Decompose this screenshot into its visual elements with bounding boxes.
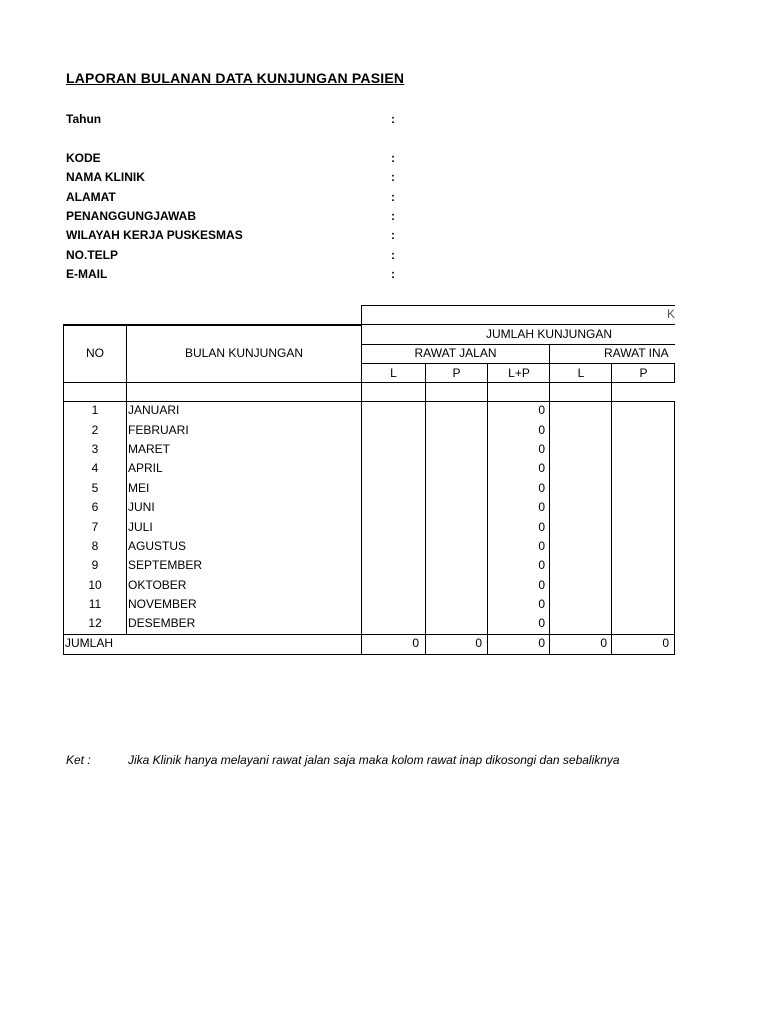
field-label-tahun: Tahun [66,112,102,126]
row-bulan: NOVEMBER [128,597,197,611]
row-no: 3 [91,442,99,456]
field-colon: : [391,209,395,223]
grid-line [63,654,675,655]
row-bulan: APRIL [128,461,163,475]
grid-line [63,324,362,326]
row-no: 11 [88,597,102,611]
grid-line [63,401,675,402]
row-bulan: FEBRUARI [128,423,189,437]
sub-header-lp: L+P [508,366,530,380]
sub-header-l: L [390,366,397,380]
grid-line [487,363,488,655]
grid-line [126,324,127,635]
rawat-jalan-header: RAWAT JALAN [414,346,497,360]
row-lp: 0 [538,520,545,534]
row-no: 1 [91,403,99,417]
grid-line [362,344,675,345]
field-colon: : [391,170,395,184]
row-bulan: AGUSTUS [128,539,187,553]
field-colon: : [391,190,395,204]
field-colon: : [391,112,395,126]
sub-header-p-inap: P [639,366,648,380]
row-lp: 0 [538,558,545,572]
total-label: JUMLAH [65,636,114,650]
row-no: 5 [91,481,99,495]
total-l-inap: 0 [600,636,607,650]
note-text: Jika Klinik hanya melayani rawat jalan saja maka kolom rawat inap dikosongi dan sebaliknya [128,753,620,767]
grid-line [611,363,612,655]
row-lp: 0 [538,403,545,417]
row-no: 7 [91,520,99,534]
field-label-wilayah: WILAYAH KERJA PUSKESMAS [66,228,243,242]
row-bulan: SEPTEMBER [128,558,203,572]
field-label-kode: KODE [66,151,101,165]
col-bulan-header: BULAN KUNJUNGAN [184,346,304,360]
grid-line [425,363,426,655]
row-lp: 0 [538,616,545,630]
row-lp: 0 [538,461,545,475]
row-lp: 0 [538,578,545,592]
row-lp: 0 [538,481,545,495]
field-colon: : [391,151,395,165]
col-no-header: NO [86,346,104,360]
grid-line [549,344,550,655]
field-label-nama-klinik: NAMA KLINIK [66,170,145,184]
grid-line [63,634,675,635]
total-p: 0 [475,636,482,650]
grid-line [674,401,675,655]
grid-line [63,324,64,655]
row-lp: 0 [538,442,545,456]
row-no: 9 [91,558,99,572]
grid-line [674,363,675,383]
total-l: 0 [412,636,419,650]
row-lp: 0 [538,423,545,437]
row-lp: 0 [538,500,545,514]
row-bulan: MARET [128,442,170,456]
grid-line [361,305,362,655]
row-bulan: JULI [128,520,153,534]
row-bulan: OKTOBER [128,578,187,592]
row-lp: 0 [538,597,545,611]
field-label-penanggungjawab: PENANGGUNGJAWAB [66,209,197,223]
field-label-telp: NO.TELP [66,248,119,262]
field-colon: : [391,267,395,281]
grid-line [362,305,675,306]
row-lp: 0 [538,539,545,553]
row-no: 8 [91,539,99,553]
grid-line [362,324,675,325]
row-bulan: MEI [128,481,150,495]
row-no: 10 [88,578,102,592]
field-label-alamat: ALAMAT [66,190,116,204]
field-colon: : [391,248,395,262]
grid-line [63,382,675,383]
field-label-email: E-MAIL [66,267,108,281]
row-no: 12 [88,616,102,630]
row-bulan: DESEMBER [128,616,196,630]
total-lp: 0 [538,636,545,650]
row-no: 6 [91,500,99,514]
grid-line [362,363,675,364]
page-title: LAPORAN BULANAN DATA KUNJUNGAN PASIEN [66,70,405,86]
rawat-inap-header: RAWAT INA [604,346,669,360]
sub-header-l-inap: L [577,366,585,380]
sub-header-p: P [452,366,461,380]
note-label: Ket : [66,753,91,767]
field-colon: : [391,228,395,242]
row-no: 4 [91,461,99,475]
total-p-inap: 0 [662,636,669,650]
row-no: 2 [91,423,99,437]
row-bulan: JUNI [128,500,155,514]
top-header-clip: K [666,307,675,321]
group-header-jumlah: JUMLAH KUNJUNGAN [485,327,612,341]
row-bulan: JANUARI [128,403,180,417]
